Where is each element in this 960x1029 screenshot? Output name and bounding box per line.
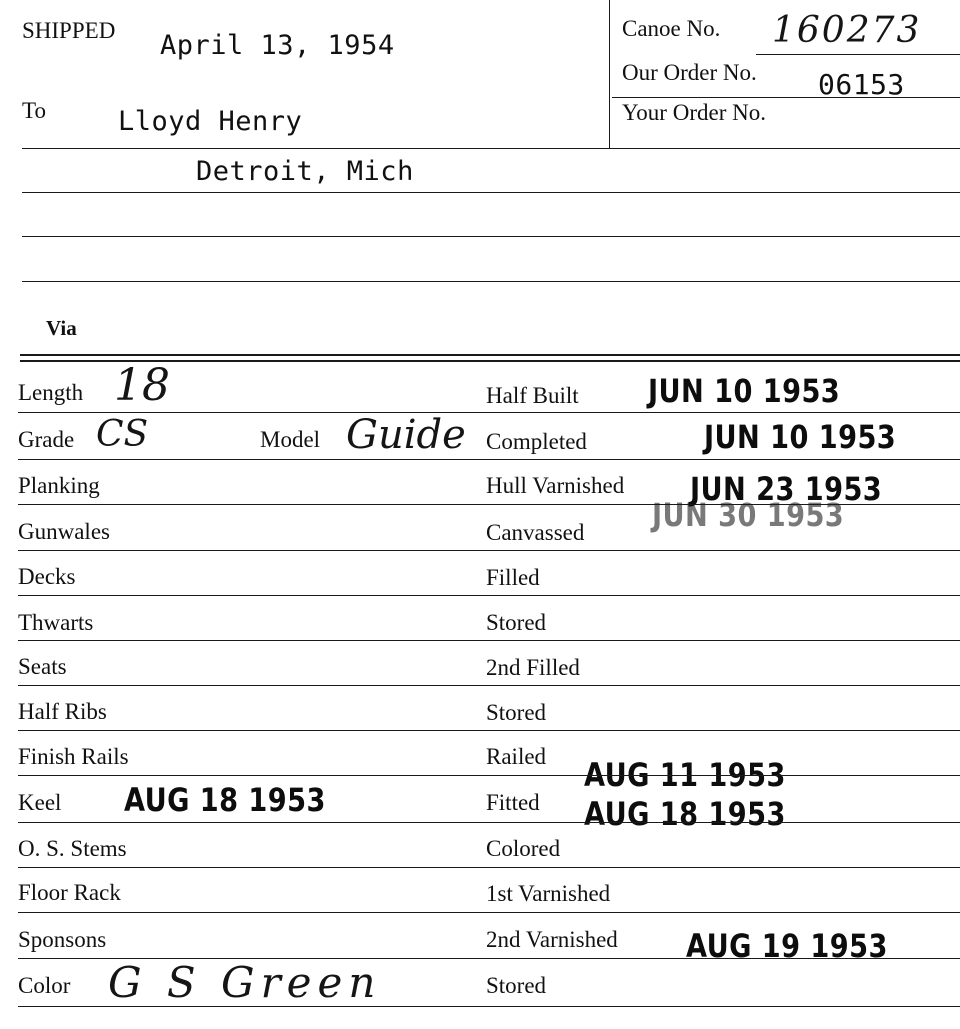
canvassed-stamp: JUN 30 1953 bbox=[652, 496, 845, 534]
to-name: Lloyd Henry bbox=[118, 106, 303, 137]
row-label-completed: Completed bbox=[486, 429, 587, 454]
hull-varnished-stamp: JUN 23 1953 bbox=[690, 470, 883, 508]
row-line-10 bbox=[18, 822, 960, 823]
shipped-label: SHIPPED bbox=[22, 18, 116, 43]
row-label-colored: Colored bbox=[486, 836, 561, 861]
row-label-stored-2: Stored bbox=[486, 700, 547, 725]
address-line-2 bbox=[22, 192, 960, 193]
via-label: Via bbox=[46, 316, 77, 340]
to-label: To bbox=[22, 98, 46, 123]
row-line-1 bbox=[18, 412, 960, 413]
row-label-2nd-varnished: 2nd Varnished bbox=[486, 927, 618, 952]
header-divider bbox=[609, 0, 610, 148]
row-line-5 bbox=[18, 595, 960, 596]
row-label-decks: Decks bbox=[18, 564, 76, 589]
color-value: G S Green bbox=[108, 958, 382, 1007]
row-label-length: Length bbox=[18, 380, 84, 405]
row-label-planking: Planking bbox=[18, 473, 100, 498]
row-line-7 bbox=[18, 685, 960, 686]
row-label-seats: Seats bbox=[18, 654, 67, 679]
grade-value: CS bbox=[96, 414, 149, 455]
our-order-line bbox=[612, 97, 960, 98]
row-line-11 bbox=[18, 867, 960, 868]
row-label-railed: Railed bbox=[486, 744, 547, 769]
row-label-half-ribs: Half Ribs bbox=[18, 699, 107, 724]
row-label-half-built: Half Built bbox=[486, 383, 579, 408]
row-line-9 bbox=[18, 775, 960, 776]
row-label-floor-rack: Floor Rack bbox=[18, 880, 121, 905]
row-line-6 bbox=[18, 640, 960, 641]
row-line-14 bbox=[18, 1006, 960, 1007]
row-label-gunwales: Gunwales bbox=[18, 519, 110, 544]
row-label-filled: Filled bbox=[486, 565, 540, 590]
row-label-fitted: Fitted bbox=[486, 790, 540, 815]
row-line-4 bbox=[18, 550, 960, 551]
row-line-12 bbox=[18, 912, 960, 913]
completed-stamp: JUN 10 1953 bbox=[704, 418, 897, 456]
row-label-color: Color bbox=[18, 973, 71, 998]
our-order-value: 06153 bbox=[818, 68, 905, 101]
row-line-2 bbox=[18, 459, 960, 460]
address-line-4 bbox=[22, 281, 960, 282]
row-label-stored-1: Stored bbox=[486, 610, 547, 635]
length-value: 18 bbox=[114, 360, 170, 411]
to-city: Detroit, Mich bbox=[196, 156, 414, 187]
row-label-sponsons: Sponsons bbox=[18, 927, 107, 952]
canoe-no-value: 160273 bbox=[772, 10, 922, 51]
keel-stamp: AUG 18 1953 bbox=[124, 781, 326, 819]
row-label-keel: Keel bbox=[18, 790, 62, 815]
address-line-1 bbox=[22, 148, 960, 149]
fitted-stamp: AUG 18 1953 bbox=[584, 795, 786, 833]
row-label-canvassed: Canvassed bbox=[486, 520, 585, 545]
canoe-no-label: Canoe No. bbox=[622, 16, 721, 41]
address-line-3 bbox=[22, 236, 960, 237]
row-label-thwarts: Thwarts bbox=[18, 610, 94, 635]
row-label-stored-3: Stored bbox=[486, 973, 547, 998]
model-value: Guide bbox=[346, 412, 466, 458]
railed-stamp: AUG 11 1953 bbox=[584, 756, 786, 794]
our-order-label: Our Order No. bbox=[622, 60, 757, 85]
row-line-8 bbox=[18, 730, 960, 731]
row-label-2nd-filled: 2nd Filled bbox=[486, 655, 580, 680]
row-line-13 bbox=[18, 958, 960, 959]
row-label-finish-rails: Finish Rails bbox=[18, 744, 129, 769]
your-order-label: Your Order No. bbox=[622, 100, 766, 125]
row-label-os-stems: O. S. Stems bbox=[18, 836, 127, 861]
model-label: Model bbox=[260, 427, 321, 452]
canoe-no-line bbox=[756, 54, 960, 55]
row-line-3 bbox=[18, 504, 960, 505]
via-line-top bbox=[20, 354, 960, 356]
half-built-stamp: JUN 10 1953 bbox=[648, 372, 841, 410]
row-label-hull-varnished: Hull Varnished bbox=[486, 473, 625, 498]
shipped-date: April 13, 1954 bbox=[160, 30, 395, 61]
row-label-1st-varnished: 1st Varnished bbox=[486, 881, 611, 906]
row-label-grade: Grade bbox=[18, 427, 75, 452]
2nd-varnished-stamp: AUG 19 1953 bbox=[686, 927, 888, 965]
